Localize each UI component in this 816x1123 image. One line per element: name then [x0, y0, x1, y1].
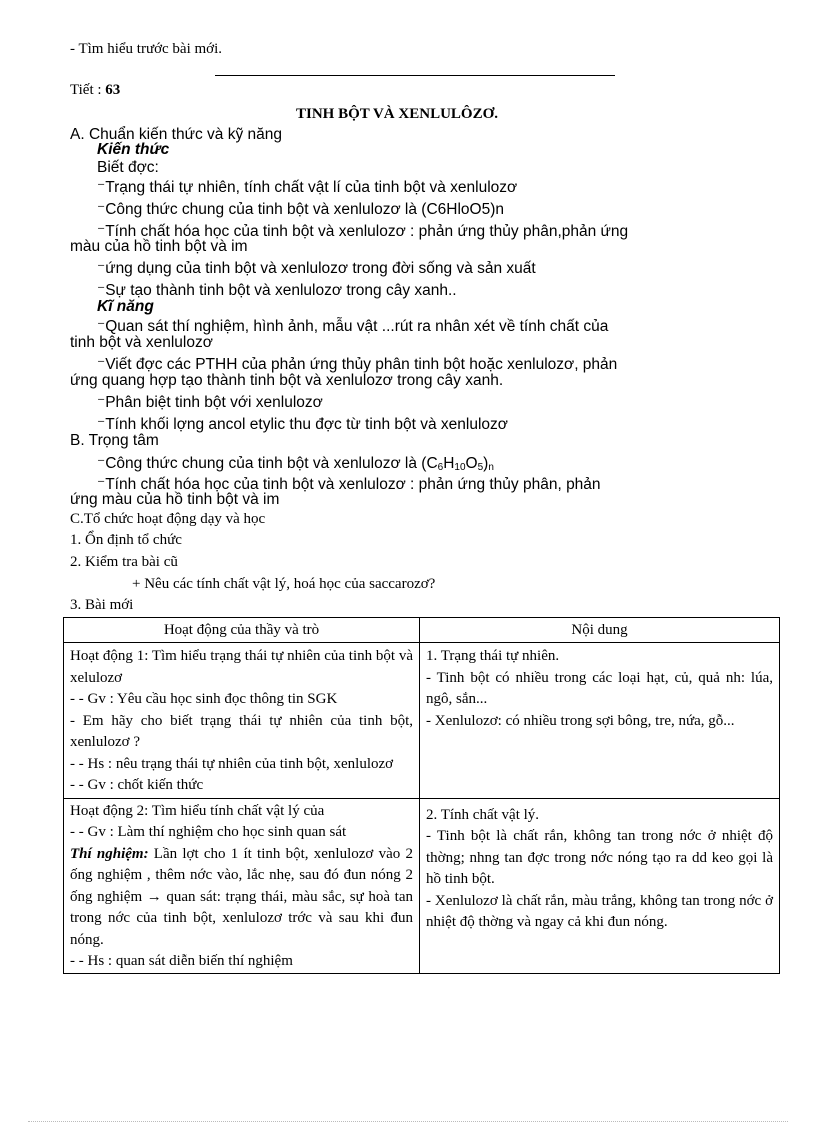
lesson-plan-table: [63, 617, 780, 974]
skill-item: ⁻Tính khối lợng ancol etylic thu đợc từ tinh bột và xenlulozơ: [97, 416, 508, 433]
knowledge-label: Kiến thức: [97, 141, 170, 158]
activity-line: - - Hs : quan sát diễn biến thí nghiệm: [70, 953, 293, 969]
activity-line: Hoạt động 2: Tìm hiểu tính chất vật lý của: [70, 802, 325, 819]
content-line: - Xenlulozơ: có nhiều trong sợi bông, tre, nứa, gỗ...: [426, 712, 735, 729]
content-line: 2. Tính chất vật lý.: [426, 806, 540, 823]
skill-item-continued: tinh bột và xenlulozơ: [70, 334, 213, 351]
knowledge-item-continued: màu của hồ tinh bột và im: [70, 238, 248, 255]
knowledge-item: ⁻ứng dụng của tinh bột và xenlulozơ trong đời sống và sản xuất: [97, 260, 536, 277]
activity-line: - - Hs : nêu trạng thái tự nhiên của tinh bột, xenlulozơ: [70, 755, 394, 772]
knowledge-item: ⁻Tính chất hóa học của tinh bột và xenlulozơ : phản ứng thủy phân,phản ứng: [97, 223, 629, 240]
page-title: TINH BỘT VÀ XENLULÔZƠ.: [296, 106, 498, 122]
column-header-activities: Hoạt động của thầy và trò: [64, 618, 420, 643]
know-label: Biết đợc:: [97, 159, 159, 176]
content-line: - Tinh bột có nhiều trong các loại hạt, củ, quả nh: lúa, ngô, sắn...: [426, 669, 773, 707]
knowledge-item: ⁻Sự tạo thành tinh bột và xenlulozơ trong cây xanh..: [97, 282, 457, 299]
section-c-heading: C.Tổ chức hoạt động dạy và học: [70, 511, 266, 527]
lesson-label: Tiết : 63: [70, 82, 121, 98]
skill-item: ⁻Viết đợc các PTHH của phản ứng thủy phân tinh bột hoặc xenlulozơ, phản: [97, 356, 618, 373]
review-question: + Nêu các tính chất vật lý, hoá học của saccarozơ?: [132, 576, 436, 592]
experiment-text: Thí nghiệm: Lần lợt cho 1 ít tinh bột, xenlulozơ vào 2 ống nghiệm , thêm nớc vào, lắc nhẹ, sau đó đun nóng 2 ống nghiệm → quan sát: trạng thái, màu sắc, sự hoà tan trong nớc của tinh bột, xenlulozơ trớc và sau khi đun nóng.: [70, 845, 413, 948]
table-row: [64, 798, 780, 973]
table-header-row: [64, 618, 780, 643]
focus-item: ⁻Tính chất hóa học của tinh bột và xenlulozơ : phản ứng thủy phân, phản: [97, 476, 601, 493]
skills-label: Kĩ năng: [97, 298, 154, 315]
focus-item-formula: ⁻Công thức chung của tinh bột và xenlulozơ là $(C_6H_{10}O_5)_n$: [97, 455, 494, 473]
activity-line: - Em hãy cho biết trạng thái tự nhiên của tinh bột, xenlulozơ ?: [70, 712, 413, 750]
header-note: - Tìm hiểu trước bài mới.: [70, 41, 223, 57]
lesson-number: 63: [105, 82, 121, 98]
skill-item-continued: ứng quang hợp tạo thành tinh bột và xenlulozơ trong cây xanh.: [70, 372, 504, 389]
section-b-heading: B. Trọng tâm: [70, 432, 159, 449]
activity-line: Hoạt động 1: Tìm hiểu trạng thái tự nhiên của tinh bột và xelulozơ: [70, 648, 413, 686]
table-row: [64, 643, 780, 799]
page-bottom-edge: [28, 1121, 788, 1122]
separator-line: [215, 75, 615, 76]
column-header-content: Nội dung: [420, 618, 780, 643]
knowledge-item: ⁻Công thức chung của tinh bột và xenlulozơ là (C6HloO5)n: [97, 201, 504, 218]
content-line: - Xenlulozơ là chất rắn, màu trắng, không tan trong nớc ở nhiệt độ thờng và ngay cả khi đun nóng.: [426, 892, 773, 930]
activity-line: - - Gv : chốt kiến thức: [70, 777, 204, 793]
activity-line: - - Gv : Làm thí nghiệm cho học sinh quan sát: [70, 824, 347, 840]
content-line: - Tinh bột là chất rắn, không tan trong nớc ở nhiệt độ thờng; nhng tan đợc trong nớc nóng tạo ra dd keo gọi là hồ tinh bột.: [426, 828, 773, 887]
step-1: 1. Ổn định tổ chức: [70, 532, 182, 548]
focus-item-continued: ứng màu của hồ tinh bột và im: [70, 491, 280, 508]
skill-item: ⁻Quan sát thí nghiệm, hình ảnh, mẫu vật ...rút ra nhân xét về tính chất của: [97, 318, 609, 335]
activity-cell: [64, 643, 420, 799]
step-3: 3. Bài mới: [70, 597, 134, 613]
experiment-label: Thí nghiệm:: [70, 845, 149, 862]
step-2: 2. Kiểm tra bài cũ: [70, 554, 178, 570]
activity-cell: [64, 798, 420, 973]
content-cell: [420, 643, 780, 799]
knowledge-item: ⁻Trạng thái tự nhiên, tính chất vật lí của tinh bột và xenlulozơ: [97, 179, 518, 196]
content-cell: [420, 798, 780, 973]
content-line: 1. Trạng thái tự nhiên.: [426, 648, 560, 664]
activity-line: - - Gv : Yêu cầu học sinh đọc thông tin SGK: [70, 691, 338, 707]
section-a-heading: A. Chuẩn kiến thức và kỹ năng: [70, 126, 282, 143]
skill-item: ⁻Phân biệt tinh bột với xenlulozơ: [97, 394, 323, 411]
